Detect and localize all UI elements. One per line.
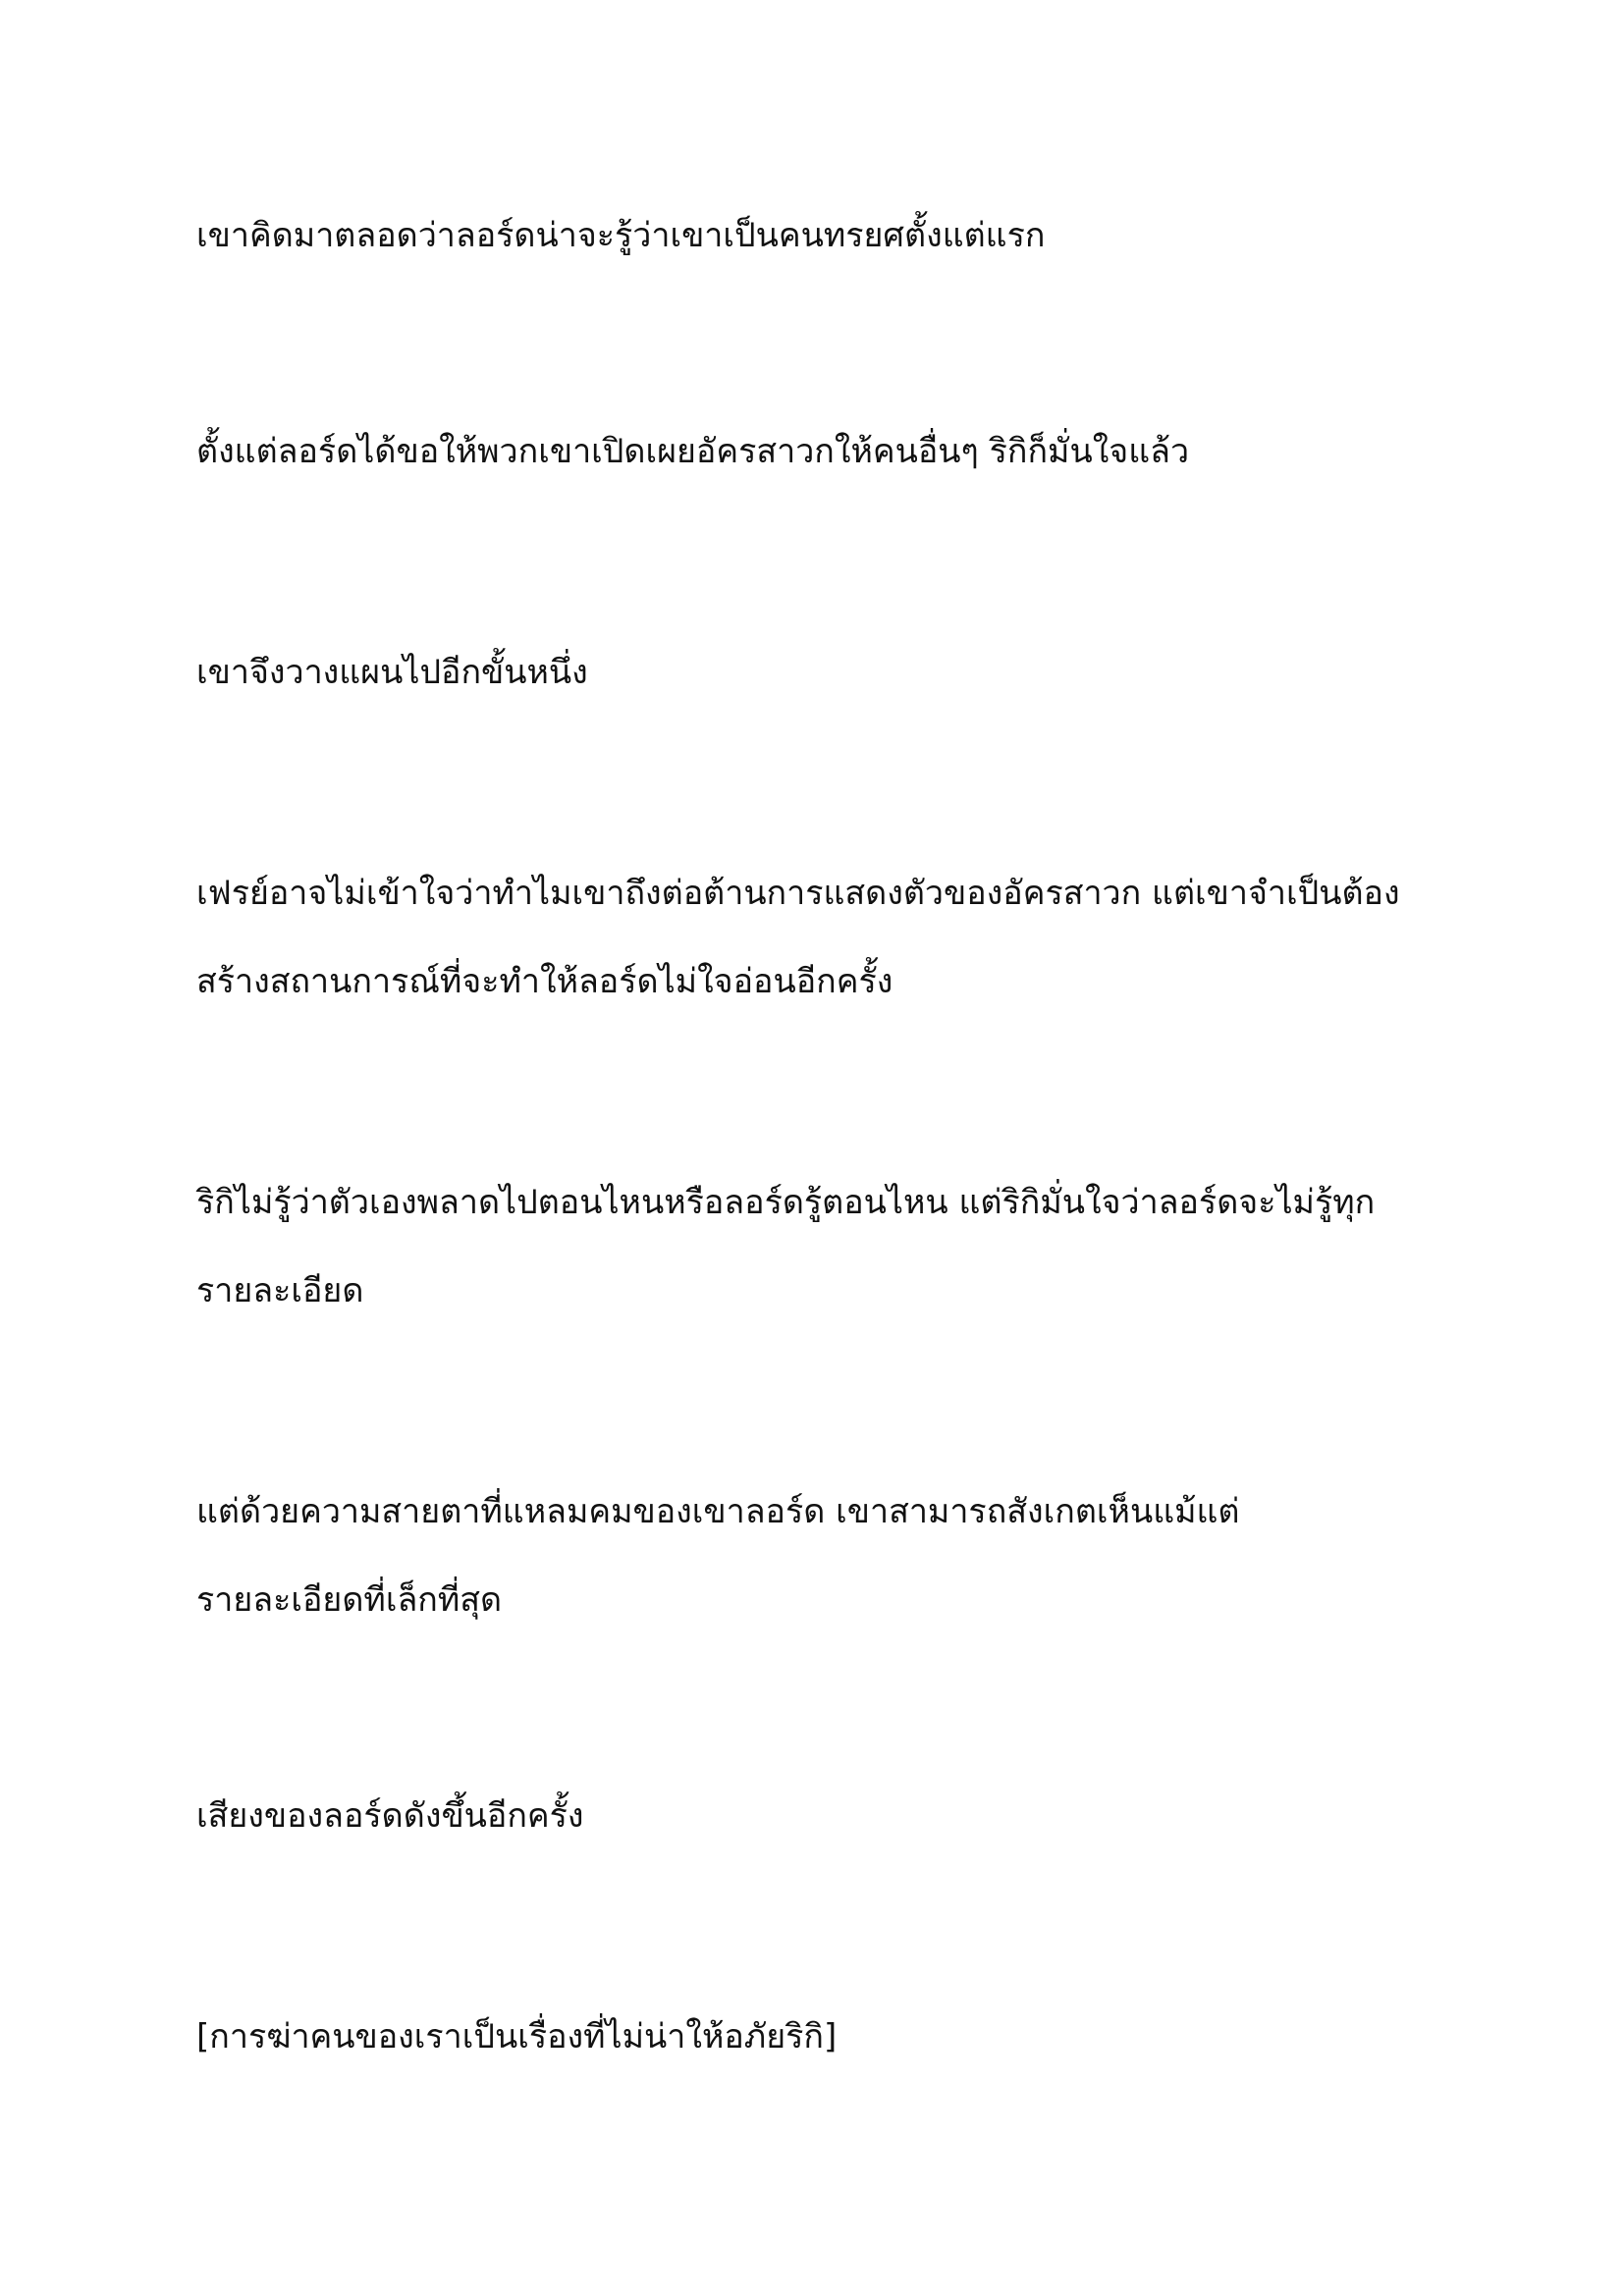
text-line: เขาจึงวางแผนไปอีกขั้นหนึ่ง: [196, 653, 588, 692]
text-line: เฟรย์อาจไม่เข้าใจว่าทำไมเขาถึงต่อต้านการแสดงตัวของอัครสาวก แต่เขาจำเป็นต้อง: [196, 874, 1400, 913]
text-line: เขาคิดมาตลอดว่าลอร์ดน่าจะรู้ว่าเขาเป็นคนทรยศตั้งแต่แรก: [196, 216, 1046, 255]
text-line: ตั้งแต่ลอร์ดได้ขอให้พวกเขาเปิดเผยอัครสาวกให้คนอื่นๆ ริกิก็มั่นใจแล้ว: [196, 432, 1190, 471]
text-line: รายละเอียด: [196, 1271, 364, 1310]
paragraph: [196, 1772, 1463, 1860]
text-line: แต่ด้วยความสายตาที่แหลมคมของเขาลอร์ด เขาสามารถสังเกตเห็นแม้แต่: [196, 1492, 1240, 1531]
text-line: ริกิไม่รู้ว่าตัวเองพลาดไปตอนไหนหรือลอร์ดรู้ตอนไหน แต่ริกิมั่นใจว่าลอร์ดจะไม่รู้ทุก: [196, 1183, 1376, 1222]
text-line: รายละเอียดที่เล็กที่สุด: [196, 1580, 503, 1620]
text-line: สร้างสถานการณ์ที่จะทำให้ลอร์ดไม่ใจอ่อนอีกครั้ง: [196, 962, 893, 1001]
text-line: เสียงของลอร์ดดังขึ้นอีกครั้ง: [196, 1796, 584, 1836]
paragraph: [196, 1158, 1463, 1335]
paragraph: [196, 849, 1463, 1026]
paragraph: [196, 1468, 1463, 1644]
paragraph: [196, 628, 1463, 717]
text-line: [การฆ่าคนของเราเป็นเรื่องที่ไม่น่าให้อภัยริกิ]: [196, 2017, 838, 2056]
paragraph: [196, 1993, 1463, 2081]
paragraph: [196, 407, 1463, 496]
paragraph: [196, 191, 1463, 280]
